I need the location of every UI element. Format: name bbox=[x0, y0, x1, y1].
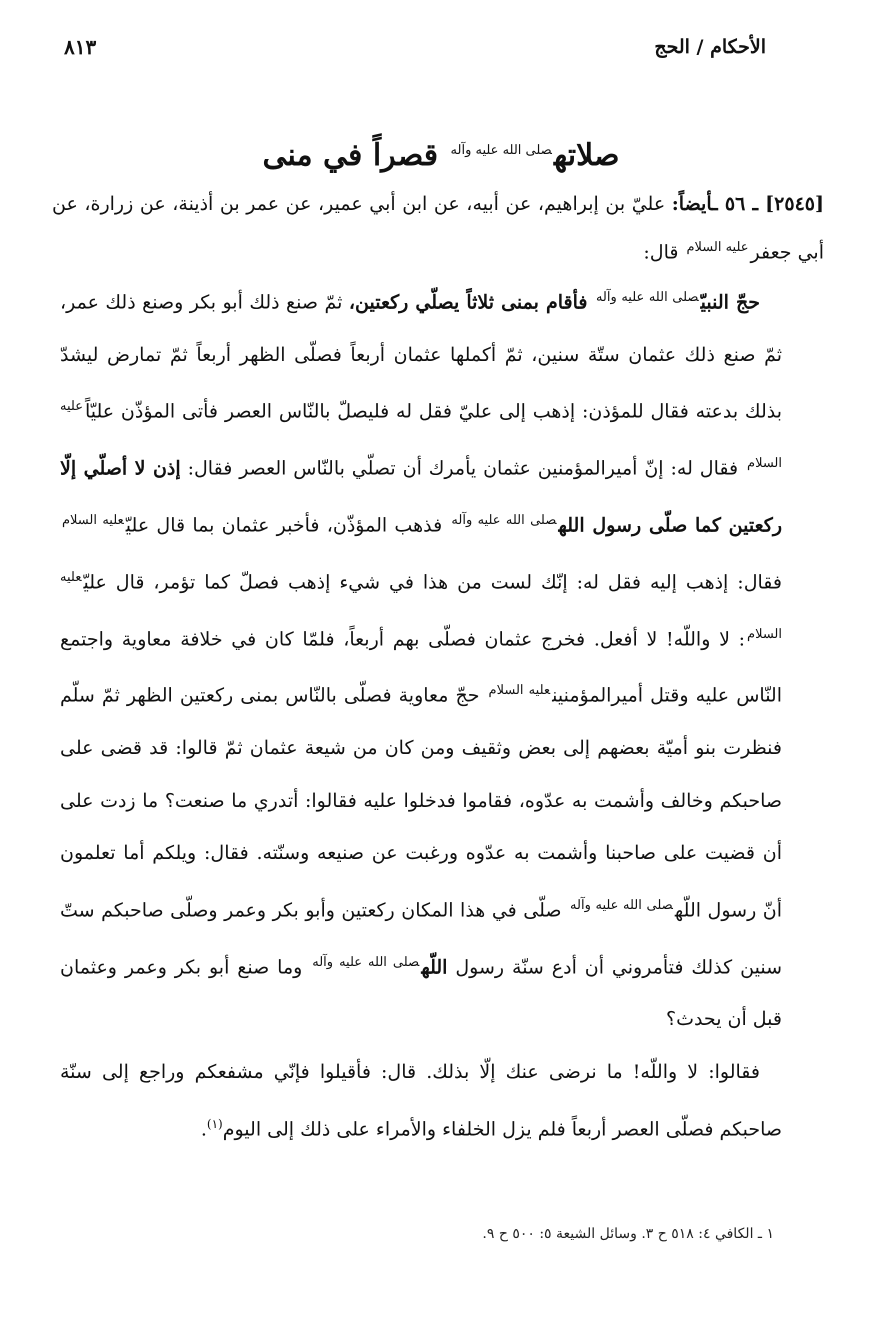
hadith-intro: أيضاً: bbox=[671, 193, 713, 215]
page-number: ٨١٣ bbox=[64, 35, 97, 59]
hadith-body bbox=[60, 272, 782, 1156]
body-text: وما صنع أبو بكر وعمر وعثمان قبل أن يحدث؟ bbox=[60, 955, 782, 1031]
honorific-glyph: عليه السلام bbox=[60, 399, 782, 472]
hadith-isnad bbox=[52, 182, 824, 274]
honorific-glyph: صلى الله عليه وآله bbox=[451, 512, 557, 528]
bold-text: اللّه bbox=[421, 955, 448, 978]
honorific-glyph: عليه السلام bbox=[686, 240, 749, 255]
body-text: فقال له: إنّ أميرالمؤمنين عثمان يأمرك أن تصلّي بالنّاس العصر فقال: bbox=[187, 457, 739, 480]
footnote: ١ ـ الكافي ٤: ٥١٨ ح ٣. وسائل الشيعة ٥: ٥٠٠ ح ٩. bbox=[482, 1226, 774, 1242]
honorific-glyph: صلى الله عليه وآله bbox=[312, 954, 420, 970]
chapter-title-part1: صلاته bbox=[553, 138, 620, 173]
hadith-number: [٢٥٤٥] ـ ٥٦ ـ bbox=[712, 193, 824, 215]
running-title: الأحكام / الحج bbox=[654, 36, 766, 58]
body-text: . bbox=[200, 1118, 207, 1141]
body-text: فذهب المؤذّن، فأخبر عثمان بما قال عليّ bbox=[125, 514, 443, 537]
honorific-glyph: صلى الله عليه وآله bbox=[450, 143, 552, 158]
honorific-glyph: صلى الله عليه وآله bbox=[570, 897, 673, 913]
paragraph-2 bbox=[60, 1046, 782, 1156]
bold-text: فأقام بمنى ثلاثاً يصلّي ركعتين، bbox=[348, 291, 588, 314]
isnad-end: قال: bbox=[643, 241, 679, 264]
chapter-title bbox=[0, 128, 882, 179]
body-text: حجّ معاوية فصلّى بالنّاس بمنى ركعتين الظهر ثمّ سلّم فنظرت بنو أميّة بعضهم إلى بعض وثقيف ومن كان من شيعة عثمان ثمّ قالوا: قد قضى على صاحبكم وخالف وأشمت به عدّوه، فقاموا فدخلوا عليه فقالوا: أتدري ما صنعت؟ ما زدت على أن قضيت على صاحبنا وأشمت به عدّوه ورغبت عن صنيعه وسنّته. فقال: ويلكم أما تعلمون أنّ رسول اللّه bbox=[60, 684, 782, 922]
honorific-glyph: عليه السلام bbox=[62, 512, 124, 528]
body-text: : لا واللّه! لا أفعل. فخرج عثمان فصلّى بهم أربعاً، فلمّا كان في خلافة معاوية واجتمع النّاس عليه وقتل أميرالمؤمنين bbox=[60, 627, 782, 707]
paragraph-1 bbox=[60, 272, 782, 1046]
honorific-glyph: عليه السلام bbox=[488, 683, 551, 699]
bold-text: إذن لا أصلّي إلّا ركعتين كما صلّى رسول الله bbox=[60, 457, 783, 537]
body-text: فقال: إذهب إليه فقل له: إنّك لست من هذا في شيء إذهب فصلّ كما تؤمر، قال عليّ bbox=[83, 571, 782, 594]
body-text: ثمّ صنع ذلك أبو بكر وصنع ذلك عمر، ثمّ صنع ذلك عثمان ستّة سنين، ثمّ أكملها عثمان أربعاً فصلّى الظهر أربعاً ثمّ تمارض ليشدّ بذلك بدعته فقال للمؤذن: إذهب إلى عليّ فقل له فليصلّ بالنّاس العصر فأتى المؤذّن عليّاً bbox=[60, 291, 782, 423]
isnad-text: عليّ بن إبراهيم، عن أبيه، عن ابن أبي عمير، عن عمر بن أذينة، عن زرارة، عن أبي جعفر bbox=[52, 193, 824, 264]
footnote-marker: (١) bbox=[206, 1117, 223, 1132]
honorific-glyph: عليه السلام bbox=[60, 569, 782, 642]
chapter-title-part2: قصراً في منى bbox=[262, 138, 439, 173]
body-text: فقالوا: لا واللّه! ما نرضى عنك إلّا بذلك. قال: فأقيلوا فإنّي مشفعكم وراجع إلى سنّة صاحبكم فصلّى العصر أربعاً فلم يزل الخلفاء والأمراء على ذلك إلى اليوم bbox=[60, 1060, 782, 1141]
bold-text: حجّ النبيّ bbox=[700, 291, 760, 314]
body-text: صلّى في هذا المكان ركعتين وأبو بكر وعمر وصلّى صاحبكم ستّ سنين كذلك فتأمروني أن أدع سنّة رسول bbox=[60, 899, 782, 978]
honorific-glyph: صلى الله عليه وآله bbox=[595, 290, 699, 305]
